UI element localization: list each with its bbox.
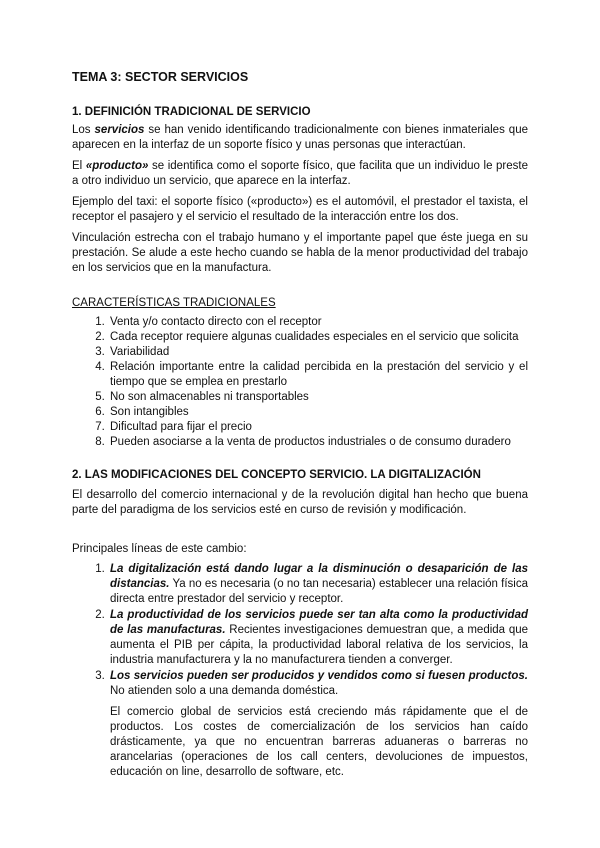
page-title: TEMA 3: SECTOR SERVICIOS (72, 70, 249, 84)
list-item: 8. Pueden asociarse a la venta de productos industriales o de consumo duradero (108, 435, 528, 450)
list-item: 2. Cada receptor requiere algunas cualidades especiales en el servicio que solicita (108, 330, 528, 345)
section-2-heading: 2. LAS MODIFICACIONES DEL CONCEPTO SERVICIO. LA DIGITALIZACIÓN (72, 469, 481, 481)
paragraph-producto: El «producto» se identifica como el soporte físico, que facilita que un individuo le preste a otro individuo un servicio, que aparece en la interfaz. (72, 160, 529, 187)
term-servicios: servicios (94, 124, 145, 136)
list-item: 2. La productividad de los servicios puede ser tan alta como la productividad de las manufacturas. Recientes investigaciones demuestran que, a medida que aumenta el PIB per cápita, la productividad laboral relativa de los servicios, la industria manufacturera y la no manufacturera tienden a converger. (108, 608, 528, 668)
list-item: 3. Los servicios pueden ser producidos y vendidos como si fuesen productos. No atienden solo a una demanda doméstica. El comercio global de servicios está creciendo más rápidamente que el de productos. Los costes de comercialización de los servicios han caído drásticamente, ya que no encuentran barreras aduaneras o barreras no arancelarias (operaciones de los call centers, devoluciones de impuestos, educación on line, desarrollo de software, etc. (108, 669, 528, 780)
paragraph-trabajo-humano: Vinculación estrecha con el trabajo humano y el importante papel que éste juega en su prestación. Se alude a este hecho cuando se habla de la menor productividad del trabajo en los servicios que en la manufactura. (72, 232, 528, 274)
change-lines-list (72, 562, 528, 780)
term-producto: «producto» (85, 160, 149, 172)
paragraph-digital-revolution: El desarrollo del comercio internacional y de la revolución digital han hecho que buena parte del paradigma de los servicios esté en curso de revisión y modificación. (72, 489, 528, 516)
characteristics-heading: CARACTERÍSTICAS TRADICIONALES (72, 297, 276, 309)
list-item: 7. Dificultad para fijar el precio (108, 420, 528, 435)
list-item: 5. No son almacenables ni transportables (108, 390, 528, 405)
document-page (72, 70, 528, 798)
list-item: 4. Relación importante entre la calidad percibida en la prestación del servicio y el tiempo que se emplea en prestarlo (108, 360, 528, 390)
list-item: 3. Variabilidad (108, 345, 528, 360)
paragraph-taxi-example: Ejemplo del taxi: el soporte físico («producto») es el automóvil, el prestador el taxista, el receptor el pasajero y el servicio el resultado de la interacción entre los dos. (72, 196, 528, 223)
paragraph-servicios: Los servicios se han venido identificando tradicionalmente con bienes inmateriales que aparecen en la interfaz de un soporte físico y unas personas que interactúan. (72, 124, 528, 151)
change-lines-intro: Principales líneas de este cambio: (72, 543, 247, 555)
section-1-heading: 1. DEFINICIÓN TRADICIONAL DE SERVICIO (72, 106, 311, 118)
list-item: 1. La digitalización está dando lugar a la disminución o desaparición de las distancias. Ya no es necesaria (o no tan necesaria) establecer una relación física directa entre prestador del servicio y receptor. (108, 562, 528, 607)
list-item: 6. Son intangibles (108, 405, 528, 420)
characteristics-list (72, 315, 528, 450)
list-item: 1. Venta y/o contacto directo con el receptor (108, 315, 528, 330)
list-item-continuation: El comercio global de servicios está creciendo más rápidamente que el de productos. Los costes de comercialización de los servicios han caído drásticamente, ya que no encuentran barreras aduaneras o barreras no arancelarias (operaciones de los call centers, devoluciones de impuestos, educación on line, desarrollo de software, etc. (110, 706, 528, 778)
